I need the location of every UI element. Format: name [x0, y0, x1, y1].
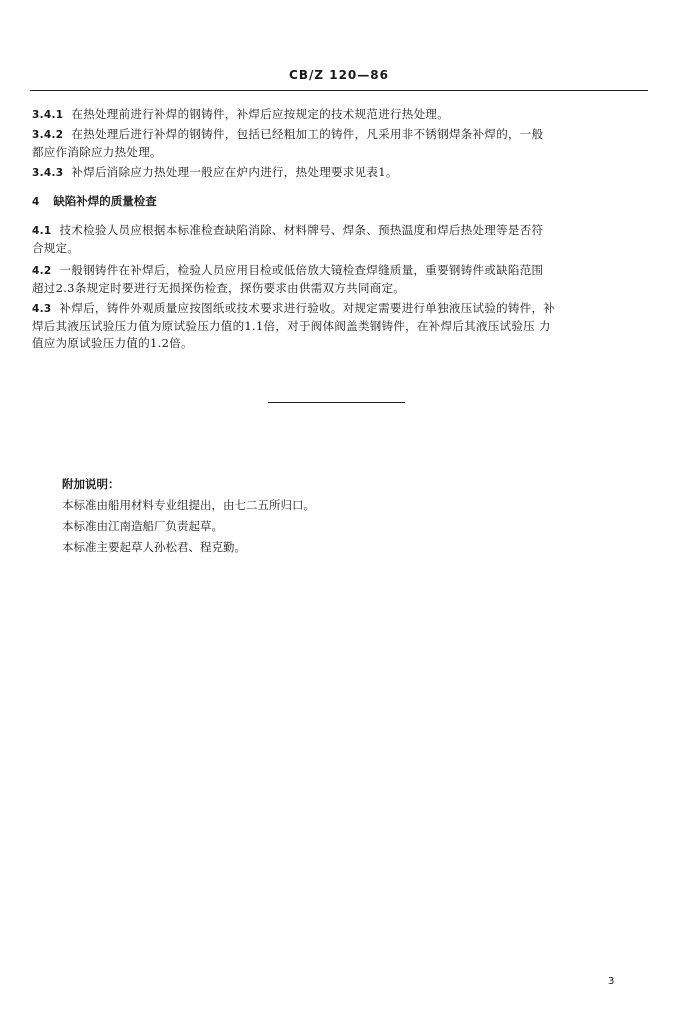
clause-text-line: 补焊后，铸件外观质量应按图纸或技术要求进行验收。对规定需要进行单独液压试验的铸件，补 — [59, 301, 556, 315]
clause-text: 在热处理前进行补焊的钢铸件，补焊后应按规定的技术规范进行热处理。 — [71, 107, 450, 121]
clause-number: 3.4.1 — [32, 109, 64, 121]
clause-text: 补焊后消除应力热处理一般应在炉内进行，热处理要求见表1。 — [71, 165, 398, 179]
header-rule — [30, 90, 648, 91]
clause-3-4-3 — [32, 164, 398, 182]
clause-text-line: 值应为原试验压力值的1.2倍。 — [32, 336, 193, 350]
page-number: 3 — [608, 976, 615, 987]
clause-text-line: 超过2.3条规定时要进行无损探伤检查，探伤要求由供需双方共同商定。 — [32, 281, 406, 295]
clause-text-line: 都应作消除应力热处理。 — [32, 145, 162, 159]
clause-text-line: 焊后其液压试验压力值为原试验压力值的1.1倍，对于阀体阀盖类钢铸件，在补焊后其液压试验压 力 — [32, 319, 551, 333]
clause-3-4-1 — [32, 106, 449, 124]
notes-line: 本标准主要起草人孙松君、程克勤。 — [62, 540, 246, 554]
section-number: 4 — [32, 196, 40, 208]
clause-3-4-2 — [32, 126, 543, 161]
notes-line: 本标准由江南造船厂负责起草。 — [62, 519, 223, 533]
clause-number: 4.2 — [32, 265, 52, 277]
clause-4-2 — [32, 262, 543, 297]
clause-number: 4.3 — [32, 303, 52, 315]
clause-number: 4.1 — [32, 225, 52, 237]
clause-text-line: 一般钢铸件在补焊后，检验人员应用目检或低倍放大镜检查焊缝质量，重要钢铸件或缺陷范围 — [59, 263, 544, 277]
section-title: 缺陷补焊的质量检查 — [53, 194, 157, 208]
clause-4-3 — [32, 300, 555, 352]
clause-4-1 — [32, 222, 543, 257]
end-of-text-rule — [268, 402, 405, 403]
clause-number: 3.4.3 — [32, 167, 64, 179]
clause-text-line: 合规定。 — [32, 241, 80, 255]
clause-number: 3.4.2 — [32, 129, 64, 141]
section-4-heading — [32, 193, 157, 209]
notes-line: 本标准由船用材料专业组提出，由七二五所归口。 — [62, 498, 315, 512]
clause-text-line: 在热处理后进行补焊的钢铸件，包括已经粗加工的铸件，凡采用非不锈钢焊条补焊的，一般 — [71, 127, 544, 141]
additional-notes — [62, 474, 315, 558]
standard-code-header: CB/Z 120—86 — [289, 68, 389, 82]
clause-text-line: 技术检验人员应根据本标准检查缺陷消除、材料牌号、焊条、预热温度和焊后热处理等是否符 — [59, 223, 544, 237]
notes-title: 附加说明： — [62, 477, 120, 491]
